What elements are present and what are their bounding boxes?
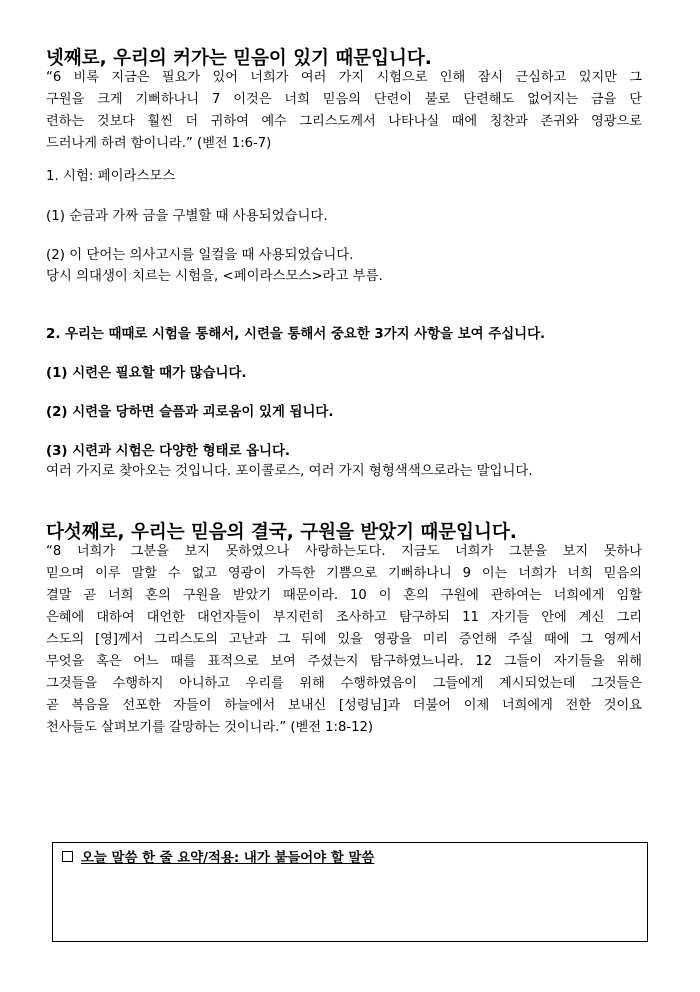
summary-box[interactable] xyxy=(52,842,648,942)
section-4-heading: 넷째로, 우리의 커가는 믿음이 있기 때문입니다. xyxy=(46,48,432,69)
quote-line: 구원을 크게 기뻐하나니 7 이것은 너희 믿음의 단련이 불로 단련해도 없어지는 금을 단 xyxy=(46,92,642,107)
quote-line: 은혜에 대하여 대언한 대언자들이 부지런히 조사하고 탐구하되 11 자기들 안에 계신 그리 xyxy=(46,610,642,625)
summary-header xyxy=(62,847,374,866)
quote-line: “8 너희가 그분을 보지 못하였으나 사랑하는도다. 지금도 너희가 그분을 보지 못하나 xyxy=(46,544,642,559)
point-2-title: 2. 우리는 때때로 시험을 통해서, 시련을 통해서 중요한 3가지 사항을 보여 주십니다. xyxy=(46,327,546,342)
checkbox-icon[interactable] xyxy=(62,851,73,862)
summary-label: 오늘 말씀 한 줄 요약/적용: 내가 붙들어야 할 말씀 xyxy=(81,851,375,866)
quote-line: 믿으며 이루 말할 수 없고 영광이 가득한 기쁨으로 기뻐하나니 9 이는 너희가 너희 믿음의 xyxy=(46,566,642,581)
point-1-title: 1. 시험: 페이라스모스 xyxy=(46,169,176,184)
point-2-sub-2: (2) 시련을 당하면 슬픔과 괴로움이 있게 됩니다. xyxy=(46,405,334,420)
quote-line: 스도의 [영]께서 그리스도의 고난과 그 뒤에 있을 영광을 미리 증언해 주실 때에 그 영께서 xyxy=(46,632,642,647)
quote-line: 드러나게 하려 함이니라.” (벧전 1:6-7) xyxy=(46,136,272,151)
point-1-sub-2-detail: 당시 의대생이 치르는 시험을, <페이라스모스>라고 부름. xyxy=(46,269,383,284)
point-2-sub-3-detail: 여러 가지로 찾아오는 것입니다. 포이콜로스, 여러 가지 형형색색으로라는 말입니다. xyxy=(46,464,533,479)
quote-line: 곧 복음을 선포한 자들이 하늘에서 보내신 [성령님]과 더불어 이제 너희에게 전한 것이요 xyxy=(46,698,642,713)
quote-line: “6 비록 지금은 필요가 있어 너희가 여러 가지 시험으로 인해 잠시 근심하고 있지만 그 xyxy=(46,70,642,85)
section-5-heading: 다섯째로, 우리는 믿음의 결국, 구원을 받았기 때문입니다. xyxy=(46,522,517,543)
quote-line: 그것들을 수행하지 아니하고 우리를 위해 수행하였음이 그들에게 계시되었는데 그것들은 xyxy=(46,676,642,691)
section-5-scripture-quote xyxy=(46,541,642,739)
point-2-sub-3: (3) 시련과 시험은 다양한 형태로 옵니다. xyxy=(46,444,290,459)
point-1-sub-2: (2) 이 단어는 의사고시를 일컬을 때 사용되었습니다. xyxy=(46,248,354,263)
point-1-sub-1: (1) 순금과 가짜 금을 구별할 때 사용되었습니다. xyxy=(46,209,328,224)
quote-line: 결말 곧 너희 혼의 구원을 받았기 때문이라. 10 이 혼의 구원에 관하여는 너희에게 임할 xyxy=(46,588,642,603)
quote-line: 천사들도 살펴보기를 갈망하는 것이니라.” (벧전 1:8-12) xyxy=(46,720,374,735)
point-2-sub-1: (1) 시련은 필요할 때가 많습니다. xyxy=(46,366,247,381)
section-4-scripture-quote xyxy=(46,67,642,155)
quote-line: 무엇을 혹은 어느 때를 표적으로 보여 주셨는지 탐구하였느니라. 12 그들이 자기들을 위해 xyxy=(46,654,642,669)
quote-line: 련하는 것보다 훨씬 더 귀하여 예수 그리스도께서 나타나실 때에 칭찬과 존귀와 영광으로 xyxy=(46,114,642,129)
